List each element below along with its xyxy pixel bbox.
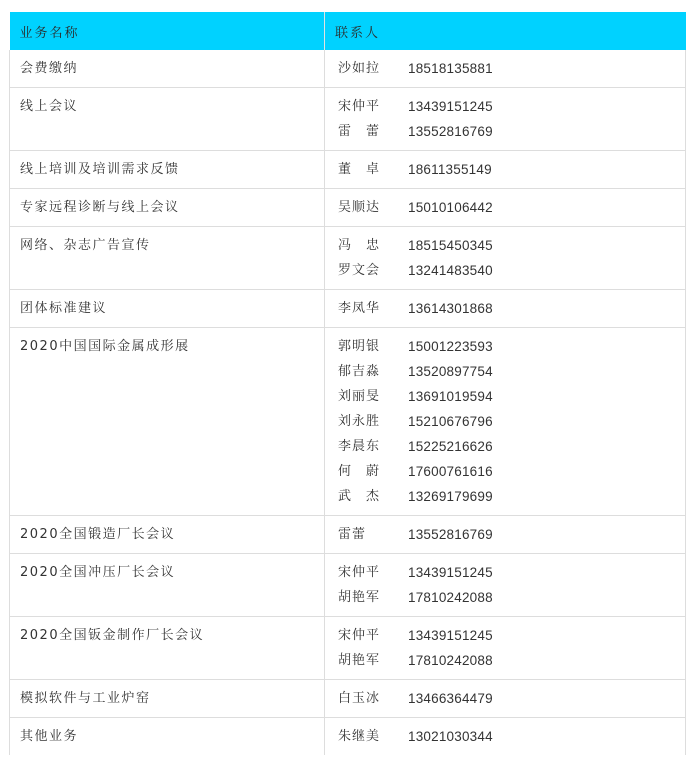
table-row (10, 680, 686, 718)
business-cell (10, 516, 325, 554)
contact-list (325, 50, 685, 87)
contact-item (338, 585, 685, 610)
contact-phone: 15001223593 (408, 339, 493, 354)
table-row (10, 290, 686, 328)
contact-phone: 18518135881 (408, 61, 493, 76)
contact-name: 朱继美 (338, 729, 381, 744)
contact-phone: 13614301868 (408, 301, 493, 316)
contact-item (338, 724, 685, 749)
contact-item (338, 296, 685, 321)
business-name: 线上培训及培训需求反馈 (20, 162, 180, 177)
contact-item (338, 686, 685, 711)
contact-phone: 13439151245 (408, 99, 493, 114)
contact-list (325, 617, 685, 679)
contact-name: 郭明银 (338, 339, 381, 354)
business-cell (10, 718, 325, 756)
contact-phone: 18611355149 (408, 162, 492, 177)
contact-list (325, 516, 685, 553)
business-name: 2020中国国际金属成形展 (20, 339, 190, 354)
contact-list (325, 328, 685, 515)
contact-phone: 15210676796 (408, 414, 493, 429)
contact-item (338, 195, 685, 220)
business-cell (10, 50, 325, 88)
business-cell (10, 88, 325, 151)
contact-phone: 18515450345 (408, 238, 493, 253)
contacts-cell (325, 290, 686, 328)
contact-name: 胡艳军 (338, 653, 381, 668)
contact-item (338, 560, 685, 585)
contact-name: 郁吉淼 (338, 364, 381, 379)
business-cell (10, 189, 325, 227)
business-cell (10, 290, 325, 328)
contact-name: 雷 蕾 (338, 124, 381, 139)
table-row (10, 227, 686, 290)
business-cell (10, 227, 325, 290)
contact-phone: 13439151245 (408, 565, 493, 580)
contact-item (338, 157, 685, 182)
contact-name: 白玉冰 (338, 691, 381, 706)
table-row (10, 88, 686, 151)
table-row (10, 554, 686, 617)
contacts-cell (325, 328, 686, 516)
business-contact-table (9, 12, 686, 755)
contact-item (338, 334, 685, 359)
contact-item (338, 459, 685, 484)
contact-name: 宋仲平 (338, 628, 381, 643)
contact-item (338, 233, 685, 258)
contact-name: 宋仲平 (338, 565, 381, 580)
contact-name: 罗文会 (338, 263, 381, 278)
contact-name: 武 杰 (338, 489, 381, 504)
contact-item (338, 258, 685, 283)
contacts-cell (325, 227, 686, 290)
business-cell (10, 680, 325, 718)
contacts-cell (325, 680, 686, 718)
contact-person-header: 联系人 (325, 12, 686, 50)
contact-item (338, 384, 685, 409)
contact-item (338, 434, 685, 459)
contact-item (338, 484, 685, 509)
table-row (10, 516, 686, 554)
business-name: 2020全国冲压厂长会议 (20, 565, 176, 580)
business-name: 2020全国钣金制作厂长会议 (20, 628, 205, 643)
contact-name: 李晨东 (338, 439, 381, 454)
contact-phone: 17810242088 (408, 590, 493, 605)
contact-phone: 13466364479 (408, 691, 493, 706)
contact-list (325, 189, 685, 226)
contact-phone: 13520897754 (408, 364, 493, 379)
business-cell (10, 617, 325, 680)
table-row (10, 50, 686, 88)
contact-item (338, 119, 685, 144)
contact-item (338, 522, 685, 547)
table-row (10, 189, 686, 227)
table-row (10, 718, 686, 756)
table-body (10, 50, 686, 755)
business-cell (10, 328, 325, 516)
contacts-cell (325, 516, 686, 554)
contact-phone: 13691019594 (408, 389, 493, 404)
business-name: 2020全国锻造厂长会议 (20, 527, 176, 542)
contacts-cell (325, 189, 686, 227)
contact-phone: 13241483540 (408, 263, 493, 278)
table-row (10, 151, 686, 189)
contact-phone: 13552816769 (408, 527, 493, 542)
contact-list (325, 88, 685, 150)
contact-phone: 17810242088 (408, 653, 493, 668)
contact-name: 冯 忠 (338, 238, 381, 253)
contact-item (338, 94, 685, 119)
contact-list (325, 290, 685, 327)
contacts-cell (325, 554, 686, 617)
contact-list (325, 718, 685, 755)
contacts-cell (325, 50, 686, 88)
business-cell (10, 151, 325, 189)
business-name: 专家远程诊断与线上会议 (20, 200, 180, 215)
table-header (10, 12, 686, 50)
contact-name: 李凤华 (338, 301, 381, 316)
contacts-cell (325, 88, 686, 151)
business-name: 团体标准建议 (20, 301, 108, 316)
table-row (10, 617, 686, 680)
table-row (10, 328, 686, 516)
contact-item (338, 623, 685, 648)
contact-name: 宋仲平 (338, 99, 381, 114)
contact-phone: 13439151245 (408, 628, 493, 643)
contact-name: 董 卓 (338, 162, 381, 177)
contact-phone: 13552816769 (408, 124, 493, 139)
contacts-cell (325, 617, 686, 680)
contact-name: 刘永胜 (338, 414, 381, 429)
contact-name: 雷蕾 (338, 527, 367, 542)
contact-name: 吴顺达 (338, 200, 381, 215)
header-row (10, 12, 686, 50)
contact-name: 胡艳军 (338, 590, 381, 605)
contact-name: 刘丽旻 (338, 389, 381, 404)
business-name: 线上会议 (20, 99, 79, 114)
contacts-cell (325, 718, 686, 756)
business-name-header: 业务名称 (10, 12, 325, 50)
contact-item (338, 648, 685, 673)
contacts-cell (325, 151, 686, 189)
contact-list (325, 151, 685, 188)
contact-list (325, 554, 685, 616)
business-name: 会费缴纳 (20, 61, 79, 76)
business-cell (10, 554, 325, 617)
contact-table-container (9, 12, 685, 755)
contact-phone: 15225216626 (408, 439, 493, 454)
contact-item (338, 359, 685, 384)
contact-phone: 17600761616 (408, 464, 493, 479)
contact-phone: 15010106442 (408, 200, 493, 215)
contact-phone: 13021030344 (408, 729, 493, 744)
contact-name: 沙如拉 (338, 61, 381, 76)
contact-list (325, 680, 685, 717)
business-name: 其他业务 (20, 729, 79, 744)
contact-item (338, 56, 685, 81)
contact-list (325, 227, 685, 289)
business-name: 模拟软件与工业炉窑 (20, 691, 151, 706)
business-name: 网络、杂志广告宣传 (20, 238, 151, 253)
contact-item (338, 409, 685, 434)
contact-name: 何 蔚 (338, 464, 381, 479)
contact-phone: 13269179699 (408, 489, 493, 504)
